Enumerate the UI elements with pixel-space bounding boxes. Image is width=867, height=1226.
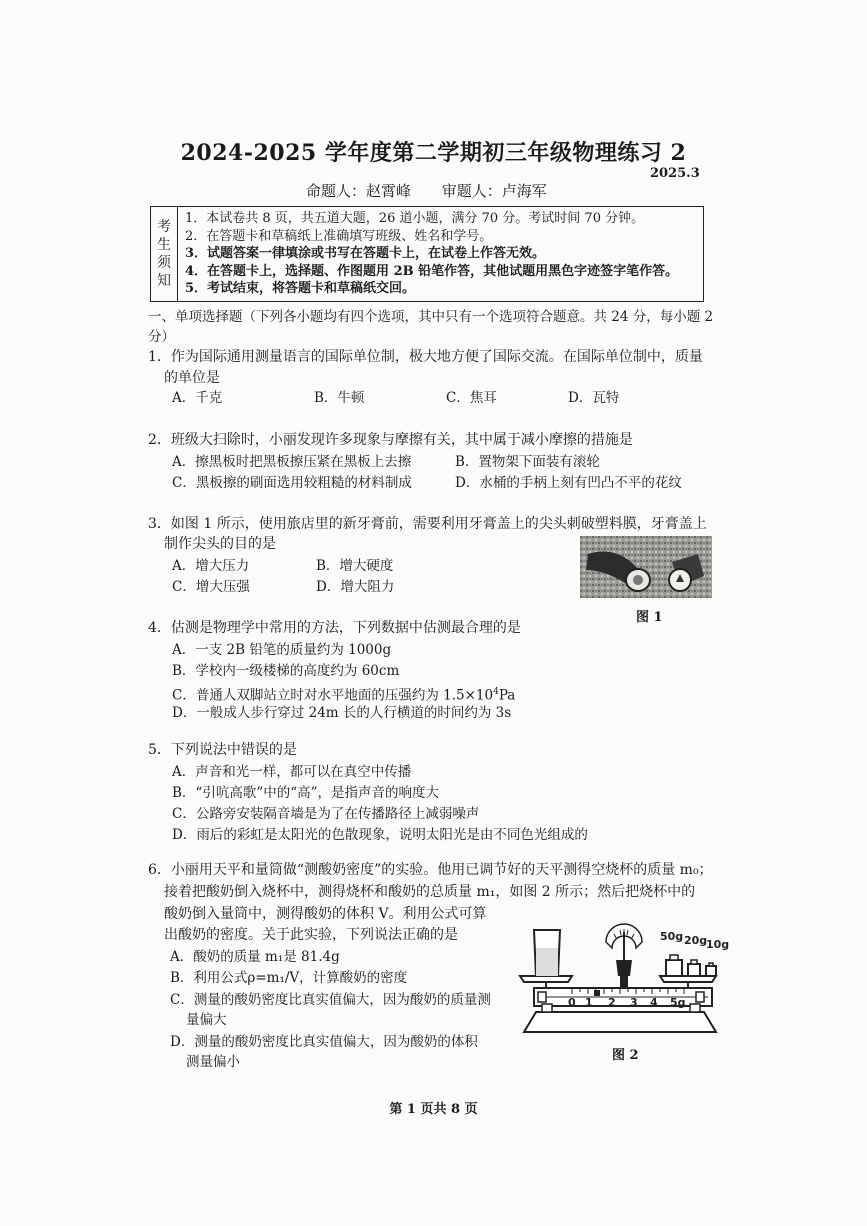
q2-option-c: C．黑板擦的刷面选用较粗糙的材料制成 bbox=[172, 475, 412, 491]
page-title: 2024-2025 学年度第二学期初三年级物理练习 2 bbox=[180, 140, 687, 166]
notice-items bbox=[185, 210, 678, 298]
q2-option-a: A．擦黑板时把黑板擦压紧在黑板上去擦 bbox=[172, 454, 412, 470]
reviewer: 审题人：卢海军 bbox=[441, 182, 547, 200]
notice-item: 5．考试结束，将答题卡和草稿纸交回。 bbox=[185, 281, 416, 296]
q5-option-a: A．声音和光一样，都可以在真空中传播 bbox=[172, 764, 412, 780]
q5-option-c: C．公路旁安装隔音墙是为了在传播路径上减弱噪声 bbox=[172, 806, 480, 822]
notice-item: 3．试题答案一律填涂或书写在答题卡上，在试卷上作答无效。 bbox=[185, 246, 546, 261]
rider-weight bbox=[594, 990, 600, 996]
q6-option-b: B．利用公式ρ=m₁/V，计算酸奶的密度 bbox=[170, 970, 408, 986]
q6-option-c-cont: 量偏大 bbox=[186, 1012, 227, 1028]
figure-2-caption: 图 2 bbox=[612, 1048, 639, 1063]
q4-option-a: A．一支 2B 铅笔的质量约为 1000g bbox=[172, 642, 392, 658]
question-6-line-4: 出酸奶的密度。关于此实验，下列说法正确的是 bbox=[164, 927, 458, 943]
section-heading: 一、单项选择题（下列各小题均有四个选项，其中只有一个选项符合题意。共 24 分，每小题 2 分） bbox=[148, 309, 714, 345]
q5-option-b: B．“引吭高歌”中的“高”，是指声音的响度大 bbox=[172, 785, 440, 801]
scale-label: 4 bbox=[650, 996, 658, 1009]
question-3-stem: 3．如图 1 所示，使用旅店里的新牙膏前，需要利用牙膏盖上的尖头刺破塑料膜，牙膏盖上 bbox=[148, 516, 707, 532]
notice-label: 考 生 须 知 bbox=[151, 207, 178, 301]
scale-label: 5g bbox=[670, 996, 686, 1009]
question-4-stem: 4．估测是物理学中常用的方法，下列数据中估测最合理的是 bbox=[148, 620, 521, 636]
q1-option-a: A．千克 bbox=[172, 390, 223, 406]
scale-label: 2 bbox=[608, 996, 616, 1009]
figure-2-balance-scale bbox=[510, 920, 730, 1042]
weight-20g bbox=[688, 964, 700, 976]
q3-option-a: A．增大压力 bbox=[172, 558, 250, 574]
question-1-stem-cont: 的单位是 bbox=[164, 370, 220, 386]
scale-label: 0 bbox=[568, 996, 576, 1009]
weight-label: 50g bbox=[660, 930, 684, 943]
q3-option-c: C．增大压强 bbox=[172, 579, 250, 595]
q5-option-d: D．雨后的彩虹是太阳光的色散现象，说明太阳光是由不同色光组成的 bbox=[172, 827, 588, 843]
weight-label: 20g bbox=[684, 934, 708, 947]
question-6-line-1: 6．小丽用天平和量筒做“测酸奶密度”的实验。他用已调节好的天平测得空烧杯的质量 m₀； bbox=[148, 862, 713, 878]
notice-item: 2．在答题卡和草稿纸上准确填写班级、姓名和学号。 bbox=[185, 228, 493, 244]
author: 命题人：赵霄峰 bbox=[306, 182, 412, 200]
q6-option-a: A．酸奶的质量 m₁是 81.4g bbox=[170, 949, 340, 965]
q4-option-d: D．一般成人步行穿过 24m 长的人行横道的时间约为 3s bbox=[172, 705, 512, 721]
weight-50g bbox=[666, 960, 682, 976]
notice-item: 4．在答题卡上，选择题、作图题用 2B 铅笔作答，其他试题用黑色字迹签字笔作答。 bbox=[185, 263, 679, 279]
question-2-stem: 2．班级大扫除时，小丽发现许多现象与摩擦有关，其中属于减小摩擦的措施是 bbox=[148, 432, 633, 448]
question-3-stem-cont: 制作尖头的目的是 bbox=[164, 536, 276, 552]
q4-option-b: B．学校内一级楼梯的高度约为 60cm bbox=[172, 663, 400, 679]
q2-option-b: B．置物架下面装有滚轮 bbox=[455, 454, 600, 470]
figure-1-caption: 图 1 bbox=[636, 610, 663, 625]
q3-option-d: D．增大阻力 bbox=[316, 579, 395, 595]
notice-item: 1．本试卷共 8 页，共五道大题，26 道小题，满分 70 分。考试时间 70 分钟。 bbox=[185, 211, 645, 226]
q1-option-d: D．瓦特 bbox=[568, 390, 620, 406]
q6-option-c: C．测量的酸奶密度比真实值偏大，因为酸奶的质量测 bbox=[170, 992, 491, 1008]
scale-label: 3 bbox=[630, 996, 638, 1009]
exam-notice-box bbox=[150, 206, 704, 302]
page-footer: 第 1 页共 8 页 bbox=[389, 1102, 478, 1117]
question-5-stem: 5．下列说法中错误的是 bbox=[148, 742, 297, 758]
figure-1-toothpaste-photo bbox=[580, 536, 712, 598]
question-6-line-2: 接着把酸奶倒入烧杯中，测得烧杯和酸奶的总质量 m₁，如图 2 所示；然后把烧杯中的 bbox=[164, 884, 696, 900]
question-1-stem: 1．作为国际通用测量语言的国际单位制，极大地方便了国际交流。在国际单位制中，质量 bbox=[148, 349, 703, 365]
q6-option-d: D．测量的酸奶密度比真实值偏大，因为酸奶的体积 bbox=[170, 1034, 478, 1050]
q3-option-b: B．增大硬度 bbox=[316, 558, 394, 574]
q1-option-b: B．牛顿 bbox=[314, 390, 365, 406]
q2-option-d: D．水桶的手柄上刻有凹凸不平的花纹 bbox=[455, 475, 682, 491]
q4-option-c: C．普通人双脚站立时对水平地面的压强约为 $1.5\times 10^4Pa$ bbox=[172, 687, 516, 704]
exam-date: 2025.3 bbox=[650, 166, 700, 181]
q6-option-d-cont: 测量偏小 bbox=[186, 1054, 240, 1070]
weight-label: 10g bbox=[706, 938, 730, 951]
q1-option-c: C．焦耳 bbox=[446, 390, 497, 406]
authors-line bbox=[306, 180, 573, 201]
scale-label: 1 bbox=[585, 996, 593, 1009]
question-6-line-3: 酸奶倒入量筒中，测得酸奶的体积 V。利用公式可算 bbox=[164, 906, 487, 922]
weight-10g bbox=[706, 966, 716, 976]
